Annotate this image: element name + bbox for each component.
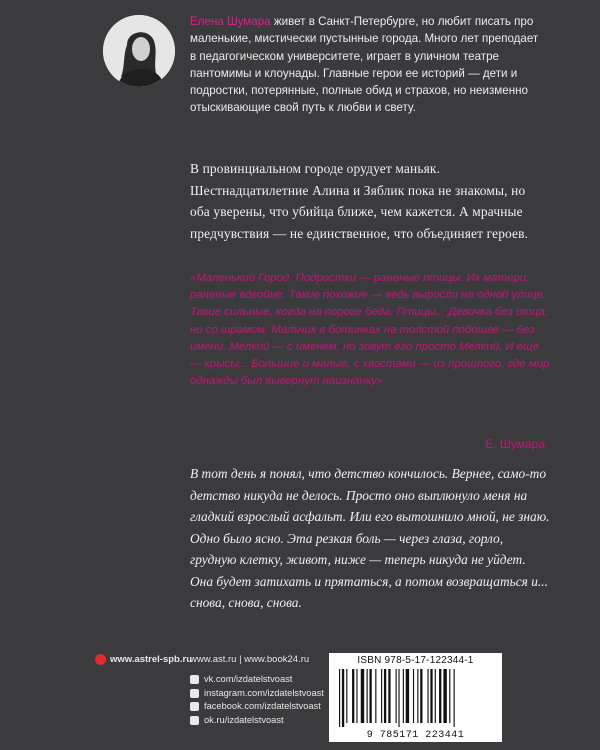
barcode-bar <box>339 669 340 727</box>
barcode-bar <box>417 669 418 723</box>
barcode-bar <box>375 669 376 723</box>
social-link-ok[interactable] <box>190 714 324 728</box>
barcode-bar <box>346 669 347 723</box>
barcode-bar <box>449 669 450 723</box>
vk-icon <box>190 675 199 684</box>
social-link-vk[interactable] <box>190 673 324 687</box>
barcode-bar <box>430 669 432 723</box>
barcode-bar <box>439 669 441 723</box>
barcode-icon <box>337 669 494 727</box>
barcode-bar <box>367 669 368 723</box>
author-bio <box>190 13 540 117</box>
barcode-bar <box>406 669 409 723</box>
barcode-bar <box>398 669 399 727</box>
odnoklassniki-icon <box>190 716 199 725</box>
publisher-sites[interactable]: www.ast.ru | www.book24.ru <box>190 654 310 665</box>
barcode-bar <box>352 669 354 723</box>
barcode-bar <box>454 669 455 727</box>
barcode-bar <box>443 669 446 723</box>
barcode-bar <box>413 669 414 723</box>
barcode-bar <box>396 669 397 723</box>
publisher-logo-icon <box>95 654 106 665</box>
barcode-bar <box>435 669 436 723</box>
barcode-bar <box>361 669 364 723</box>
social-link-label: vk.com/izdatelstvoast <box>204 674 293 684</box>
barcode-bar <box>388 669 390 723</box>
barcode-bar <box>342 669 344 727</box>
facebook-icon <box>190 702 199 711</box>
social-link-label: facebook.com/izdatelstvoast <box>204 701 321 711</box>
author-photo <box>103 15 175 87</box>
barcode-bar <box>369 669 371 723</box>
barcode-bar <box>381 669 382 723</box>
author-portrait-icon <box>103 15 175 87</box>
author-bio-text: живет в Санкт-Петербурге, но любит писать про маленькие, мистически пустынные города. Много лет преподает в педагогическом университете, играет в уличном театре пантомимы и клоунады. Главные герои ее историй — дети и подростки, потерянные, полные обид и страхов, но неизменно отыскивающие свой путь к любви и свету. <box>190 15 539 115</box>
barcode-bar <box>427 669 428 723</box>
social-link-label: ok.ru/izdatelstvoast <box>204 714 284 725</box>
book-excerpt: В тот день я понял, что детство кончилось. Вернее, само-то детство никуда не делось. Просто оно выплюнуло меня на гладкий взрослый асфальт. Или его вытошнило мной, не знаю. Одно было ясно. Эта резкая боль — через глаза, горло, грудную клетку, живот, ниже — теперь никуда не уйдет. Она будет затихать и прятаться, а потом возвращаться и... снова, снова, снова. <box>190 466 550 610</box>
quote-author: Е. Шумара <box>485 437 545 451</box>
barcode-bar <box>356 669 357 723</box>
social-link-label: instagram.com/izdatelstvoast <box>204 687 324 698</box>
barcode-bar <box>384 669 386 723</box>
barcode-bar <box>403 669 404 723</box>
author-name: Елена Шумара <box>190 15 271 28</box>
social-link-facebook[interactable] <box>190 700 324 714</box>
isbn-barcode-box <box>329 653 502 742</box>
barcode-bar <box>420 669 422 723</box>
isbn-label: ISBN 978-5-17-122344-1 <box>357 655 474 666</box>
instagram-icon <box>190 689 199 698</box>
barcode-digits: 9 785171 223441 <box>366 730 465 741</box>
social-links <box>190 673 324 727</box>
publisher-site[interactable] <box>95 654 192 665</box>
publisher-site-label: www.astrel-spb.ru <box>110 654 192 665</box>
book-annotation: В провинциальном городе орудует маньяк. Шестнадцатилетние Алина и Зяблик пока не знакомы, но оба уверены, что убийца ближе, чем кажется. А мрачные предчувствия — не единственное, что объединяет героев. <box>190 161 529 241</box>
social-link-instagram[interactable] <box>190 687 324 701</box>
book-quote: «Маленький Город. Подростки — раненые птицы. Их матери, раненые вдвойне. Такие похожие — ведь выросли на одной улице. Такие сильные, когда на пороге беда. Птицы... Девочка без отца, но со шрамом. Мальчик в ботинках на толстой подошве — без имени. Мелкий — с именем, но зовут его просто Мелкий. И ещё — крысы... Большие и малые, с хвостами — из прошлого, где мир однажды был вывернут наизнанку». <box>190 272 550 388</box>
